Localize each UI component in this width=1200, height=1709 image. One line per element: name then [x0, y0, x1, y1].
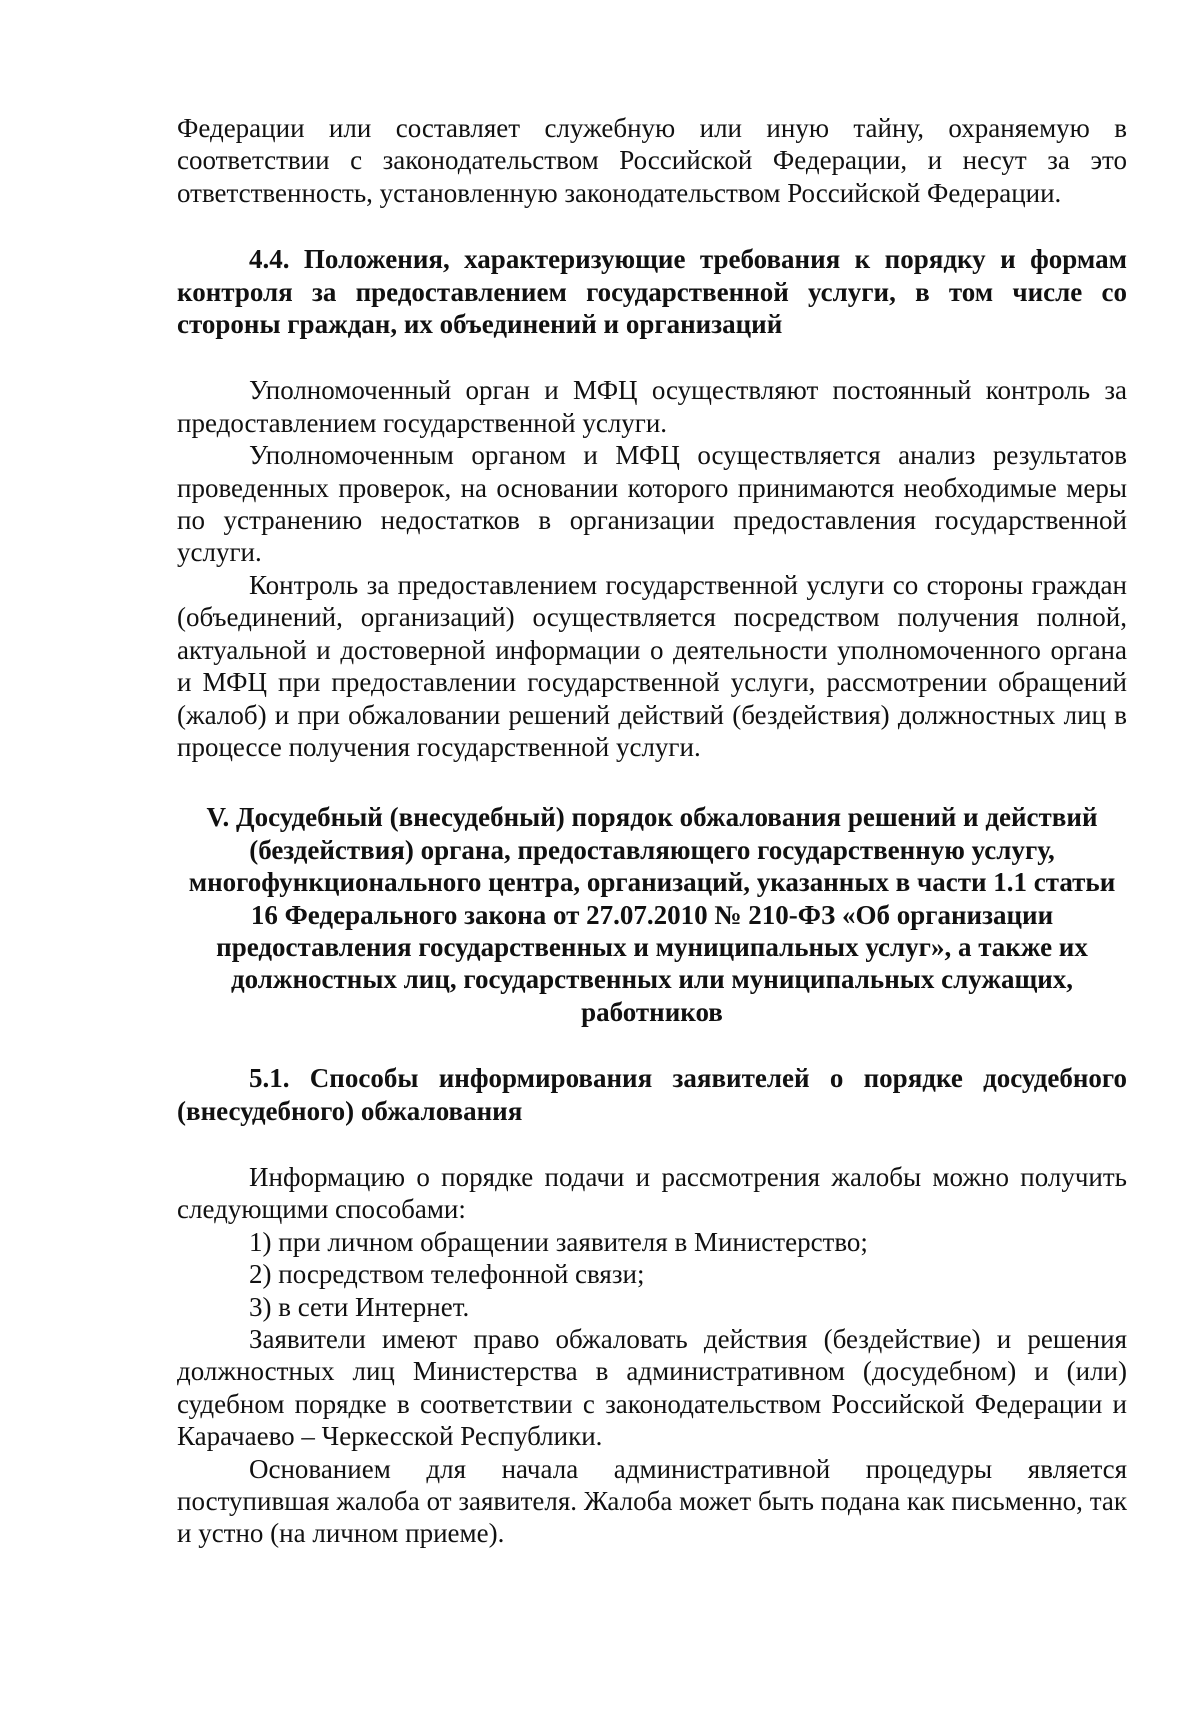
section-5-1-paragraph-3: Основанием для начала административной процедуры является поступившая жалоба от заявителя. Жалоба может быть подана как письменно, так и устно (на личном приеме).: [177, 1453, 1127, 1549]
spacer: [177, 340, 1127, 374]
section-v-heading: V. Досудебный (внесудебный) порядок обжалования решений и действий (бездействия) органа, предоставляющего государственную услугу, многофункционального центра, организаций, указанных в части 1.1 статьи 16 Федерального закона от 27.07.2010 № 210-ФЗ «Об организации предоставления государственных и муниципальных услуг», а также их должностных лиц, государственных или муниципальных служащих, работников: [188, 802, 1116, 1027]
document-page: [177, 112, 1127, 1550]
intro-paragraph: Федерации или составляет служебную или иную тайну, охраняемую в соответствии с законодательством Российской Федерации, и несут за это ответственность, установленную законодательством Российской Федерации.: [177, 113, 1127, 208]
section-4-4-paragraph-1: Уполномоченный орган и МФЦ осуществляют постоянный контроль за предоставлением государственной услуги.: [177, 375, 1127, 438]
section-5-1-list-item-1: 1) при личном обращении заявителя в Министерство;: [249, 1226, 868, 1257]
section-5-1-paragraph-2: Заявители имеют право обжаловать действия (бездействие) и решения должностных лиц Министерства в административном (досудебном) и (или) судебном порядке в соответствии с законодательством Российской Федерации и Карачаево – Черкесской Республики.: [177, 1324, 1127, 1452]
spacer: [177, 1028, 1127, 1062]
section-4-4-paragraph-2: Уполномоченным органом и МФЦ осуществляется анализ результатов проведенных проверок, на основании которого принимаются необходимые меры по устранению недостатков в организации предоставления государственной услуги.: [177, 440, 1127, 568]
section-4-4-paragraph-3: Контроль за предоставлением государственной услуги со стороны граждан (объединений, организаций) осуществляется посредством получения полной, актуальной и достоверной информации о деятельности уполномоченного органа и МФЦ при предоставлении государственной услуги, рассмотрении обращений (жалоб) и при обжаловании решений действий (бездействия) должностных лиц в процессе получения государственной услуги.: [177, 569, 1127, 762]
section-5-1-paragraph-1: Информацию о порядке подачи и рассмотрения жалобы можно получить следующими способами:: [177, 1161, 1127, 1225]
spacer: [177, 1127, 1127, 1161]
section-5-1-heading: 5.1. Способы информирования заявителей о порядке досудебного (внесудебного) обжалования: [177, 1063, 1127, 1126]
spacer: [177, 763, 1127, 801]
spacer: [177, 209, 1127, 243]
section-5-1-list-item-3: 3) в сети Интернет.: [249, 1291, 470, 1322]
section-4-4-heading: 4.4. Положения, характеризующие требования к порядку и формам контроля за предоставлением государственной услуги, в том числе со стороны граждан, их объединений и организаций: [177, 244, 1127, 340]
section-5-1-list-item-2: 2) посредством телефонной связи;: [249, 1259, 645, 1290]
